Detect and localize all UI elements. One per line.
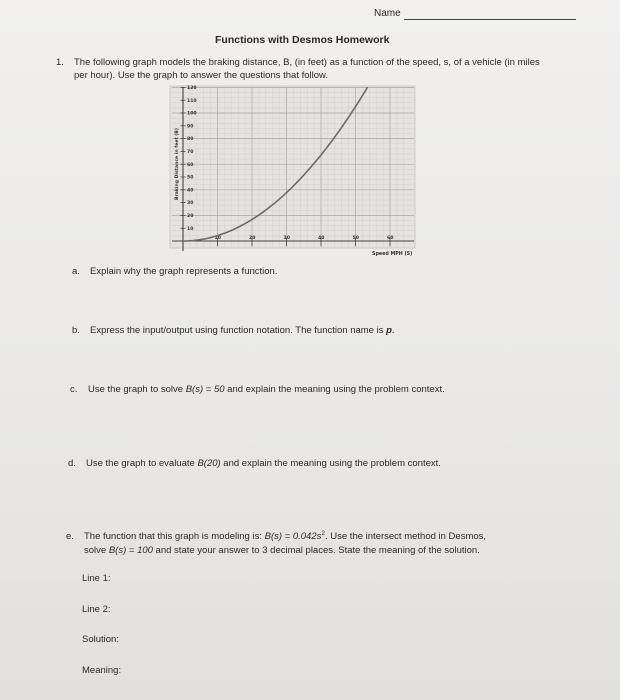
part-c-expression: B(s) = 50 bbox=[185, 384, 225, 395]
part-a-text: Explain why the graph represents a function. bbox=[90, 266, 278, 277]
x-tick-label: 60 bbox=[387, 236, 394, 241]
x-tick-label: 10 bbox=[214, 236, 221, 241]
part-b-period: . bbox=[391, 325, 395, 336]
y-tick-label: 10 bbox=[187, 226, 194, 232]
part-d bbox=[68, 458, 441, 469]
answer-label-meaning: Meaning: bbox=[82, 665, 122, 676]
part-e-exponent: 2 bbox=[321, 530, 325, 537]
part-e-line2-post: and state your answer to 3 decimal places. State the meaning of the solution. bbox=[152, 545, 480, 556]
y-tick-label: 120 bbox=[187, 86, 197, 91]
x-tick-label: 30 bbox=[283, 236, 290, 241]
part-e-text-pre: The function that this graph is modeling is: bbox=[84, 531, 265, 543]
part-e-function: B(s) = 0.042s bbox=[264, 531, 322, 543]
part-c-text-post: and explain the meaning using the problem context. bbox=[224, 384, 445, 395]
graph-paper bbox=[170, 86, 415, 248]
answer-label-line-2: Line 2: bbox=[82, 604, 111, 615]
part-e-line-1 bbox=[66, 530, 486, 542]
part-d-letter: d. bbox=[68, 458, 76, 469]
question-text: The following graph models the braking distance, B, (in feet) as a function of the speed, s, of a vehicle (in miles per hour). Use the graph to answer the questions that follow. bbox=[74, 57, 540, 81]
name-label: Name bbox=[374, 8, 401, 19]
y-tick-label: 40 bbox=[187, 188, 194, 194]
part-c bbox=[70, 384, 445, 395]
x-tick-label: 20 bbox=[249, 236, 256, 241]
y-axis-label: Braking Distance in feet (B) bbox=[175, 128, 180, 200]
y-tick-label: 110 bbox=[187, 98, 197, 104]
part-d-text-pre: Use the graph to evaluate bbox=[86, 458, 198, 469]
part-a bbox=[72, 266, 277, 277]
question-number: 1. bbox=[56, 57, 64, 68]
x-tick-label: 40 bbox=[318, 236, 325, 241]
y-tick-label: 20 bbox=[187, 214, 194, 219]
part-d-expression: B(20) bbox=[197, 458, 221, 469]
y-tick-label: 60 bbox=[187, 162, 194, 168]
part-a-letter: a. bbox=[72, 266, 80, 277]
part-b-letter: b. bbox=[72, 325, 80, 336]
y-tick-label: 100 bbox=[187, 111, 197, 117]
y-tick-label: 70 bbox=[187, 150, 194, 155]
part-d-text-post: and explain the meaning using the problem context. bbox=[220, 458, 441, 469]
x-tick-label: 50 bbox=[352, 236, 359, 241]
y-tick-label: 30 bbox=[187, 201, 194, 207]
y-tick-label: 50 bbox=[187, 175, 194, 181]
part-e-text-post: . Use the intersect method in Desmos, bbox=[325, 531, 487, 543]
y-tick-label: 90 bbox=[187, 124, 194, 130]
x-axis-label: Speed MPH (S) bbox=[372, 252, 413, 257]
part-c-text-pre: Use the graph to solve bbox=[88, 384, 186, 395]
answer-label-line-1: Line 1: bbox=[82, 573, 111, 584]
part-b-function-name: p bbox=[386, 325, 392, 336]
part-b-text: Express the input/output using function notation. The function name is bbox=[90, 325, 387, 336]
part-e-line2-pre: solve bbox=[84, 545, 109, 556]
y-tick-label: 80 bbox=[187, 137, 194, 143]
part-e-line-2 bbox=[84, 545, 480, 556]
part-b bbox=[72, 325, 395, 336]
page-title: Functions with Desmos Homework bbox=[215, 34, 390, 46]
part-e-line2-expression: B(s) = 100 bbox=[108, 545, 153, 556]
answer-label-solution: Solution: bbox=[82, 634, 119, 645]
part-c-letter: c. bbox=[70, 384, 78, 395]
part-e-letter: e. bbox=[66, 531, 74, 543]
